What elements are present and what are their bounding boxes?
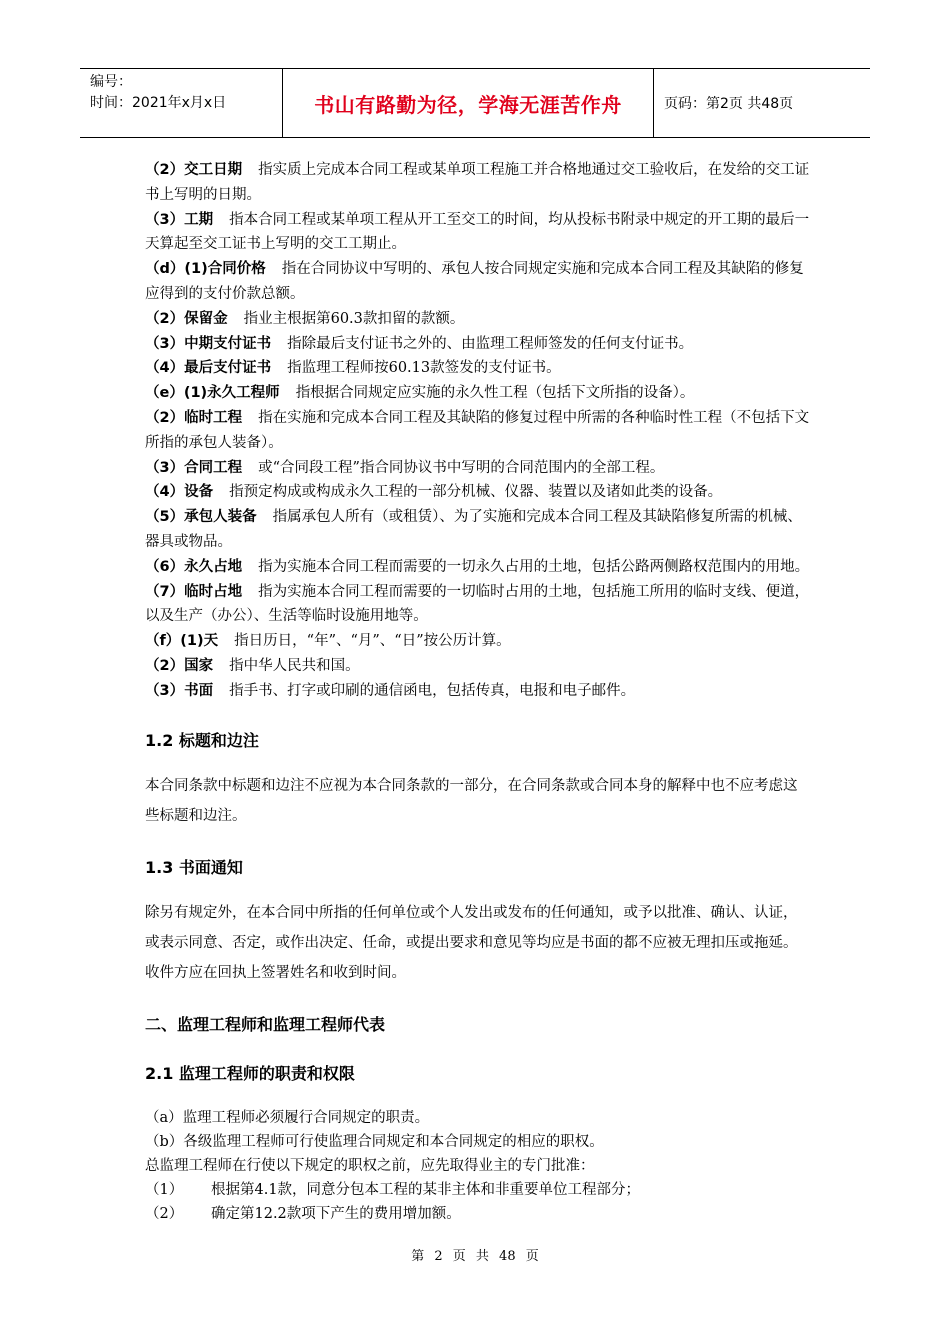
numbered-item: [145, 1178, 810, 1202]
definition-text: 指根据合同规定应实施的永久性工程（包括下文所指的设备）。: [295, 385, 695, 402]
section-heading-2-1: 2.1 监理工程师的职责和权限: [145, 1063, 355, 1083]
definition-text: 指预定构成或构成永久工程的一部分机械、仪器、装置以及诸如此类的设备。: [229, 484, 723, 501]
definition-item: [145, 332, 810, 357]
definition-item: [145, 257, 810, 307]
definition-term: （5）承包人装备: [145, 509, 257, 526]
definition-term: （7）临时占地: [145, 583, 243, 600]
definition-item: [145, 505, 810, 555]
definition-item: [145, 158, 810, 208]
definition-item: [145, 307, 810, 332]
definition-text: 指业主根据第60.3款扣留的款额。: [243, 310, 465, 327]
definition-text: 指在合同协议中写明的、承包人按合同规定实施和完成本合同工程及其缺陷的修复应得到的支付价款总额。: [145, 261, 804, 302]
section-2-1-content: [145, 1106, 810, 1226]
item-number: （2）: [145, 1205, 184, 1222]
definition-item: [145, 555, 810, 580]
definition-term: （4）设备: [145, 484, 214, 501]
definition-item: [145, 654, 810, 679]
section-body-1-3: 除另有规定外，在本合同中所指的任何单位或个人发出或发布的任何通知，或予以批准、确认、认证，或表示同意、否定，或作出决定、任命，或提出要求和意见等均应是书面的都不应被无理扣压或拖延。收件方应在回执上签署姓名和收到时间。: [145, 904, 798, 981]
item-text: 根据第4.1款，同意分包本工程的某非主体和非重要单位工程部分；: [211, 1181, 641, 1198]
definition-term: （6）永久占地: [145, 558, 243, 575]
section-line: （b）各级监理工程师可行使监理合同规定和本合同规定的相应的职权。: [145, 1133, 604, 1150]
definition-term: （3）合同工程: [145, 459, 243, 476]
definition-item: [145, 629, 810, 654]
header-meta: [80, 69, 282, 137]
definitions-list: [145, 158, 810, 704]
definition-term: （f）(1)天: [145, 633, 219, 650]
definition-text: 指除最后支付证书之外的、由监理工程师签发的任何支付证书。: [287, 335, 694, 352]
page-header: [80, 68, 870, 138]
definition-text: 指在实施和完成本合同工程及其缺陷的修复过程中所需的各种临时性工程（不包括下文所指的承包人装备）。: [145, 409, 810, 451]
definition-text: 指日历日，“年”、“月”、“日”按公历计算。: [234, 633, 511, 650]
chapter-heading-2: 二、监理工程师和监理工程师代表: [145, 1014, 386, 1034]
definition-item: [145, 406, 810, 456]
definition-item: [145, 480, 810, 505]
definition-text: 或“合同段工程”指合同协议书中写明的合同范围内的全部工程。: [258, 459, 665, 476]
definition-item: [145, 580, 810, 630]
definition-text: 指为实施本合同工程而需要的一切永久占用的土地，包括公路两侧路权范围内的用地。: [258, 558, 810, 575]
definition-term: （3）中期支付证书: [145, 335, 272, 352]
definition-item: [145, 456, 810, 481]
definition-item: [145, 381, 810, 406]
definition-text: 指手书、打字或印刷的通信函电，包括传真，电报和电子邮件。: [229, 682, 636, 699]
definition-item: [145, 679, 810, 704]
document-number-label: 编号：: [90, 74, 132, 90]
header-motto: 书山有路勤为径，学海无涯苦作舟: [314, 92, 622, 117]
definition-text: 指本合同工程或某单项工程从开工至交工的时间，均从投标书附录中规定的开工期的最后一天算起至交工证书上写明的交工工期止。: [145, 211, 810, 253]
definition-item: [145, 356, 810, 381]
definition-text: 指为实施本合同工程而需要的一切临时占用的土地，包括施工所用的临时支线、便道，以及生产（办公）、生活等临时设施用地等。: [145, 583, 810, 625]
definition-text: 指属承包人所有（或租赁）、为了实施和完成本合同工程及其缺陷修复所需的机械、器具或物品。: [145, 509, 802, 550]
definition-item: [145, 208, 810, 258]
item-text: 确定第12.2款项下产生的费用增加额。: [211, 1205, 461, 1222]
definition-term: （2）交工日期: [145, 162, 243, 178]
section-heading-1-2: 1.2 标题和边注: [145, 730, 259, 750]
header-motto-cell: [282, 69, 654, 137]
definition-term: （3）工期: [145, 211, 214, 228]
section-body-1-2: 本合同条款中标题和边注不应视为本合同条款的一部分，在合同条款或合同本身的解释中也不应考虑这些标题和边注。: [145, 777, 798, 824]
item-number: （1）: [145, 1181, 184, 1198]
definition-term: （2）临时工程: [145, 409, 243, 426]
section-heading-1-3: 1.3 书面通知: [145, 857, 243, 877]
definition-term: （d）(1)合同价格: [145, 261, 266, 278]
section-line: （a）监理工程师必须履行合同规定的职责。: [145, 1109, 430, 1126]
header-page-info: 页码：第2页 共48页: [664, 96, 794, 112]
definition-text: 指实质上完成本合同工程或某单项工程施工并合格地通过交工验收后，在发给的交工证书上写明的日期。: [145, 162, 810, 203]
document-body: [145, 158, 810, 1226]
section-line: 总监理工程师在行使以下规定的职权之前，应先取得业主的专门批准：: [145, 1157, 595, 1174]
definition-text: 指监理工程师按60.13款签发的支付证书。: [287, 360, 561, 377]
definition-term: （3）书面: [145, 682, 214, 699]
numbered-item: [145, 1202, 810, 1226]
document-time-label: 时间：2021年x月x日: [90, 95, 227, 111]
page-footer: 第 2 页 共 48 页: [411, 1249, 539, 1264]
definition-text: 指中华人民共和国。: [229, 657, 360, 674]
definition-term: （e）(1)永久工程师: [145, 385, 280, 402]
definition-term: （2）国家: [145, 657, 214, 674]
definition-term: （2）保留金: [145, 310, 228, 327]
definition-term: （4）最后支付证书: [145, 360, 272, 377]
